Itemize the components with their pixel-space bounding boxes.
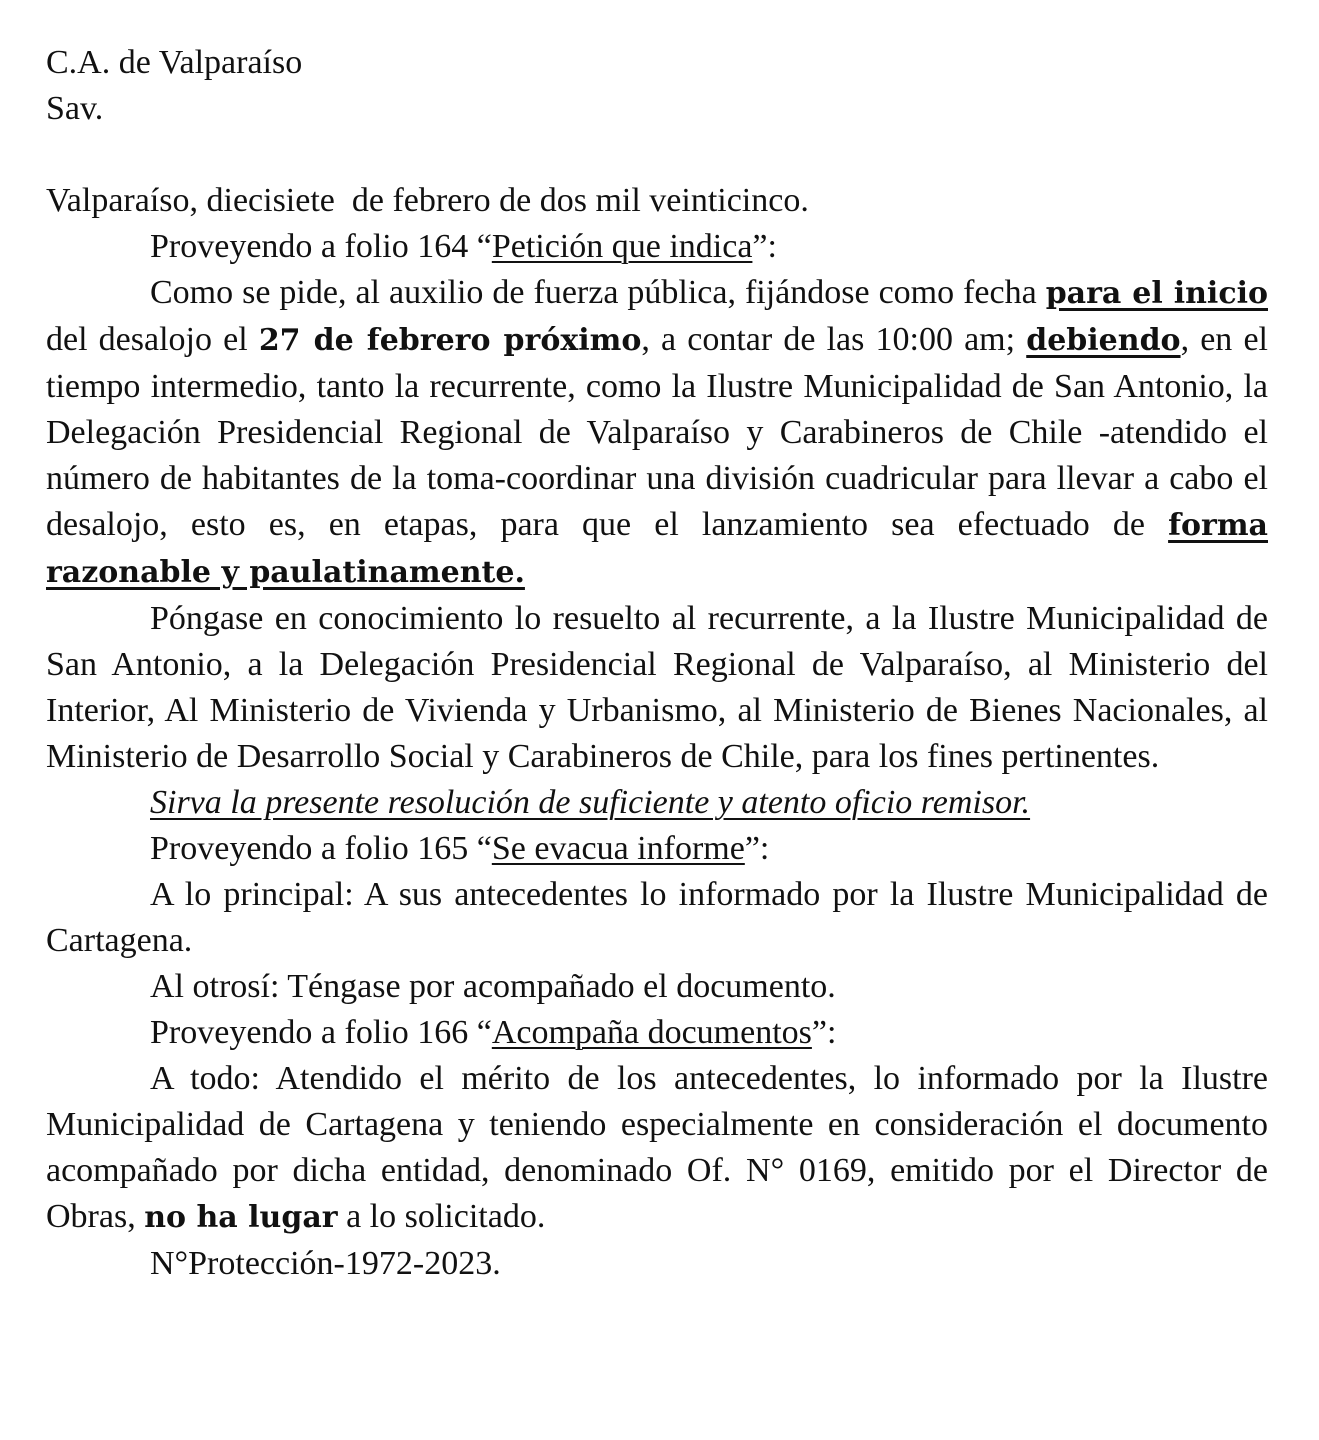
folio-165-suffix: ”: [744, 830, 770, 867]
emphasis-manner: forma razonable y paulatinamente. [46, 508, 1268, 590]
emphasis-denied: no ha lugar [144, 1200, 338, 1235]
resolution-text: , en el tiempo intermedio, tanto la recurrente, como la Ilustre Municipalidad de San Antonio, la Delegación Presidencial Regional de Valparaíso y Carabineros de Chile -atendido el número de habitantes de la toma-coordinar una división cuadricular para llevar a cabo el desalojo, esto es, en etapas, para que el lanzamiento sea efectuado de [46, 321, 1268, 543]
resolution-text: A todo: Atendido el mérito de los antecedentes, lo informado por la Ilustre Municipalidad de Cartagena y teniendo especialmente en consideración el documento acompañado por dicha entidad, denominado Of. N° 0169, emitido por el Director de Obras, [46, 1060, 1268, 1235]
court-name: C.A. de Valparaíso [46, 44, 303, 81]
folio-164-notice: Póngase en conocimiento lo resuelto al recurrente, a la Ilustre Municipalidad de San Antonio, a la Delegación Presidencial Regional de Valparaíso, al Ministerio del Interior, Al Ministerio de Vivienda y Urbanismo, al Ministerio de Bienes Nacionales, al Ministerio de Desarrollo Social y Carabineros de Chile, para los fines pertinentes. [46, 600, 1268, 775]
folio-165-heading [46, 826, 1268, 872]
case-number: N°Protección-1972-2023. [150, 1245, 501, 1282]
date-line: Valparaíso, diecisiete de febrero de dos mil veinticinco. [46, 182, 809, 219]
header-spacer [46, 132, 1268, 178]
folio-164-prefix: Proveyendo a folio 164 “ [150, 228, 492, 265]
folio-166-suffix: ”: [811, 1014, 837, 1051]
resolution-text: del desalojo el [46, 321, 259, 358]
emphasis-start: para el inicio [1045, 276, 1268, 311]
folio-164-heading [46, 224, 1268, 270]
remisor-text: Sirva la presente resolución de suficiente y atento oficio remisor. [150, 784, 1031, 821]
folio-166-heading [46, 1010, 1268, 1056]
folio-165-principal: A lo principal: A sus antecedentes lo informado por la Ilustre Municipalidad de Cartagena. [46, 876, 1268, 959]
folio-166-resolution [46, 1056, 1268, 1241]
folio-165-prefix: Proveyendo a folio 165 “ [150, 830, 492, 867]
folio-164-remisor [46, 780, 1268, 826]
resolution-text: Como se pide, al auxilio de fuerza pública, fijándose como fecha [150, 274, 1046, 311]
folio-164-title: Petición que indica [491, 228, 753, 265]
resolution-text: , a contar de las 10:00 am; [641, 321, 1027, 358]
resolution-text: a lo solicitado. [337, 1198, 546, 1235]
folio-166-title: Acompaña documentos [491, 1014, 812, 1051]
eviction-date: 27 de febrero próximo [258, 323, 642, 358]
folio-164-resolution [46, 270, 1268, 596]
folio-164-suffix: ”: [752, 228, 777, 265]
folio-165-otrosi: Al otrosí: Téngase por acompañado el documento. [150, 968, 836, 1005]
emphasis-debiendo: debiendo [1026, 323, 1181, 358]
clerk-initials: Sav. [46, 90, 104, 127]
folio-165-title: Se evacua informe [491, 830, 745, 867]
folio-166-prefix: Proveyendo a folio 166 “ [150, 1014, 492, 1051]
court-resolution-document [46, 40, 1268, 1287]
